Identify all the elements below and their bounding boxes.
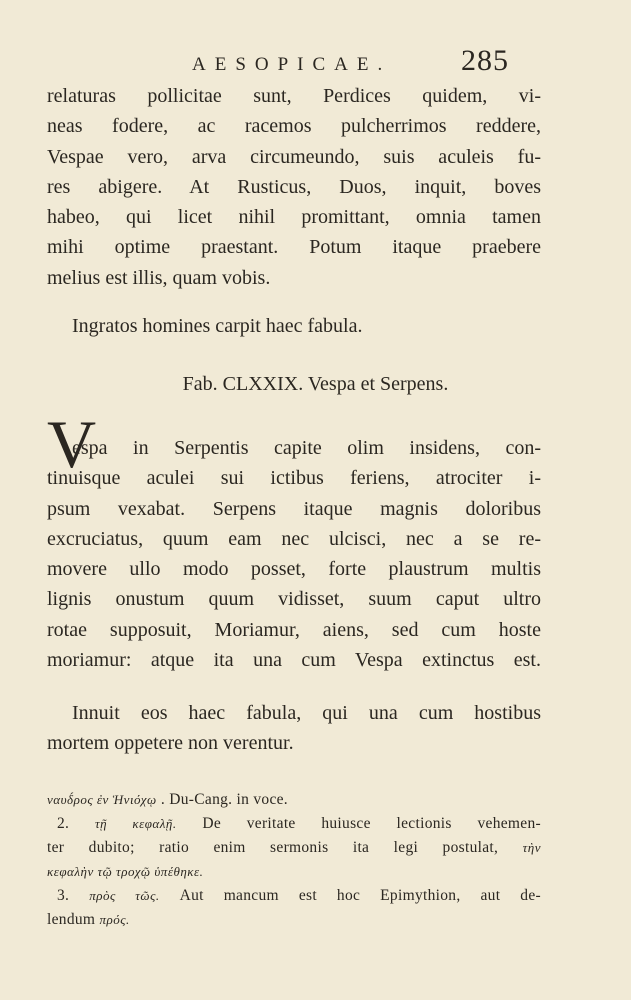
greek-text: πρὸς τῶς. [89,888,160,903]
footnote-2-line-3 [47,860,541,884]
text-line: relaturas pollicitae sunt, Perdices quidem, vi- [47,85,541,107]
footnote-text: . Du-Cang. in voce. [160,791,288,808]
text-line: psum vexabat. Serpens itaque magnis doloribus [47,497,541,520]
footnote-text: ter dubito; ratio enim sermonis ita legi postulat, [47,839,499,856]
footnote-1 [47,788,541,812]
text-line: tinuisque aculei sui ictibus feriens, atrociter i- [47,467,541,490]
text-line: Vespae vero, arva circumeundo, suis aculeis fu- [47,145,541,168]
text-line: moriamur: atque ita una cum Vespa extinctus est. [47,649,541,672]
footnote-text: De veritate huiusce lectionis vehemen- [202,815,541,832]
text-line: res abigere. At Rusticus, Duos, inquit, boves [47,175,541,198]
footnote-number: 3. [57,887,70,904]
footnote-text: lendum [47,911,96,928]
footnote-number: 2. [57,815,70,832]
greek-text: πρός. [99,912,130,927]
moral-1: Ingratos homines carpit haec fabula. [72,315,363,337]
text-line: espa in Serpentis capite olim insidens, con- [72,437,541,459]
fable-conclusion [47,81,541,293]
text-line: lignis onustum quum vidisset, suum caput ultro [47,588,541,611]
greek-text: τῇ κεφαλῇ. [94,816,177,831]
greek-text: τὴν [522,840,541,855]
footnote-3 [47,884,541,908]
fable-title: Fab. CLXXIX. Vespa et Serpens. [182,373,449,395]
running-title: AESOPICAE. [192,54,392,75]
drop-cap: V [47,406,97,482]
moral-2 [47,698,541,759]
page-number: 285 [461,44,509,77]
footnotes [47,788,541,932]
text-line: Innuit eos haec fabula, qui una cum hostibus [72,702,541,724]
text-line: habeo, qui licet nihil promittant, omnia tamen [47,206,541,229]
footnote-2-line-2 [47,836,541,860]
footnote-3-line-2 [47,908,541,932]
footnote-2 [47,812,541,836]
fable-body [47,433,541,675]
text-line: melius est illis, quam vobis. [47,266,271,289]
greek-text: κεφαλὴν τῷ τροχῷ ὑπέθηκε. [47,864,204,879]
text-line: excruciatus, quum eam nec ulcisci, nec a se re- [47,527,541,550]
page-header [0,44,631,78]
text-line: rotae supposuit, Moriamur, aiens, sed cum hoste [47,618,541,641]
text-line: mortem oppetere non verentur. [47,732,294,755]
text-line: movere ullo modo posset, forte plaustrum multis [47,558,541,581]
greek-text: ναυδ́ρος ἐν Ἡνιόχῳ [47,792,157,807]
text-line: neas fodere, ac racemos pulcherrimos reddere, [47,115,541,138]
text-line: mihi optime praestant. Potum itaque praebere [47,236,541,259]
footnote-text: Aut mancum est hoc Epimythion, aut de- [179,887,541,904]
